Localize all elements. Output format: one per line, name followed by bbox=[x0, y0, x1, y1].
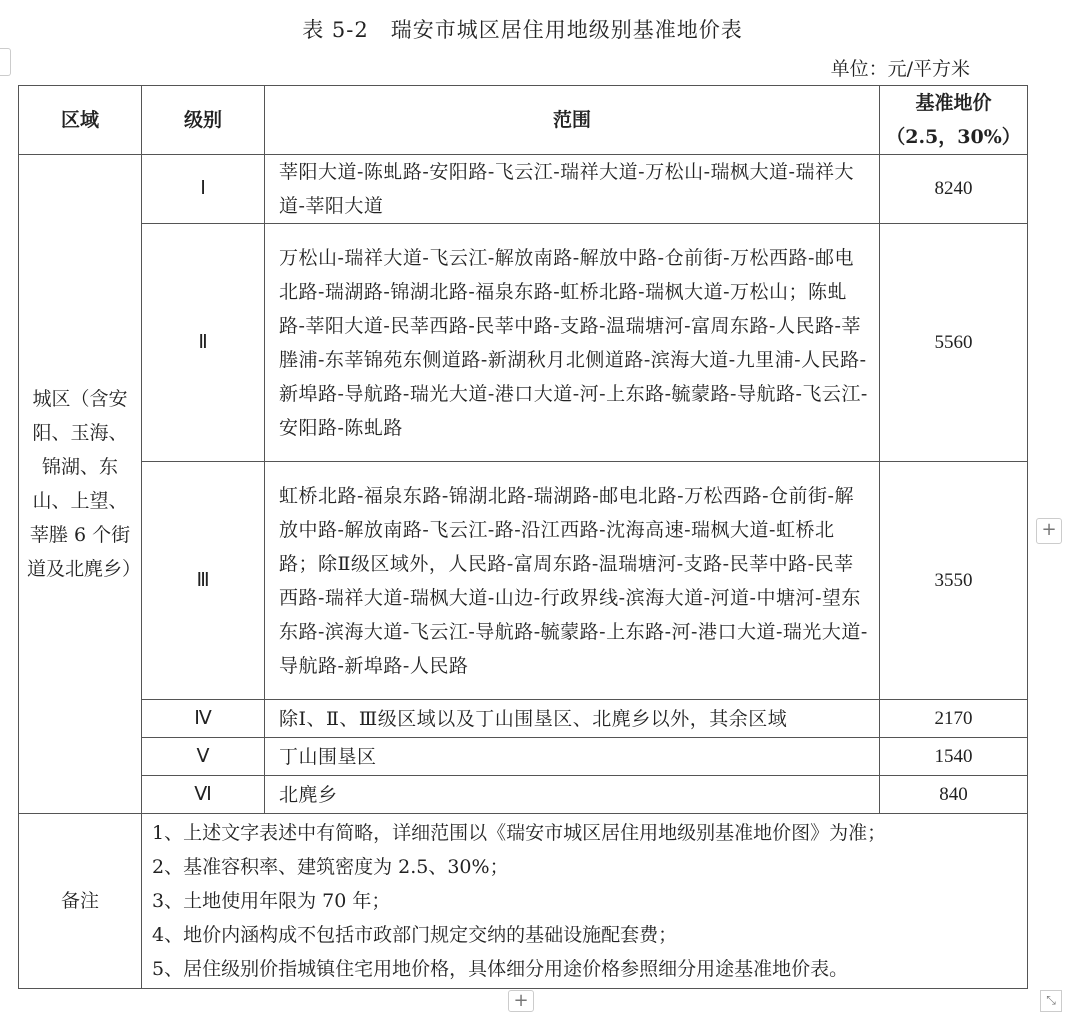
unit-label: 单位：元/平方米 bbox=[830, 58, 970, 80]
table-row bbox=[19, 700, 1028, 738]
grade-cell: Ⅰ bbox=[142, 155, 265, 224]
header-price bbox=[880, 86, 1028, 155]
price-cell: 2170 bbox=[880, 700, 1028, 738]
grade-cell: Ⅴ bbox=[142, 738, 265, 776]
plus-icon: + bbox=[513, 990, 529, 1011]
table-row bbox=[19, 738, 1028, 776]
table-header-row bbox=[19, 86, 1028, 155]
price-cell: 5560 bbox=[880, 224, 1028, 462]
plus-icon: + bbox=[1041, 519, 1057, 540]
header-price-line1: 基准地价 bbox=[915, 92, 992, 114]
resize-handle[interactable] bbox=[1040, 990, 1062, 1012]
notes-row bbox=[19, 814, 1028, 989]
range-cell: 莘阳大道-陈虬路-安阳路-飞云江-瑞祥大道-万松山-瑞枫大道-瑞祥大道-莘阳大道 bbox=[265, 155, 880, 224]
price-cell: 8240 bbox=[880, 155, 1028, 224]
note-item: 2、基准容积率、建筑密度为 2.5、30%； bbox=[152, 856, 509, 878]
header-area: 区域 bbox=[19, 86, 142, 155]
area-cell: 城区（含安阳、玉海、锦湖、东山、上望、莘塍 6 个街道及北麂乡） bbox=[19, 155, 142, 814]
table-row bbox=[19, 776, 1028, 814]
grade-cell: Ⅲ bbox=[142, 462, 265, 700]
notes-cell bbox=[142, 814, 1028, 989]
note-item: 4、地价内涵构成不包括市政部门规定交纳的基础设施配套费； bbox=[152, 924, 678, 946]
resize-icon: ⤡ bbox=[1046, 993, 1056, 1007]
add-row-button[interactable] bbox=[508, 990, 534, 1012]
price-cell: 840 bbox=[880, 776, 1028, 814]
header-grade: 级别 bbox=[142, 86, 265, 155]
notes-label: 备注 bbox=[19, 814, 142, 989]
range-cell: 除Ⅰ、Ⅱ、Ⅲ级区域以及丁山围垦区、北麂乡以外，其余区域 bbox=[265, 700, 880, 738]
header-price-line2: （2.5，30%） bbox=[886, 126, 1021, 148]
price-cell: 3550 bbox=[880, 462, 1028, 700]
grade-cell: Ⅱ bbox=[142, 224, 265, 462]
grade-cell: Ⅳ bbox=[142, 700, 265, 738]
note-item: 3、土地使用年限为 70 年； bbox=[152, 890, 391, 912]
header-range: 范围 bbox=[265, 86, 880, 155]
table-title: 表 5-2 瑞安市城区居住用地级别基准地价表 bbox=[302, 18, 743, 42]
table-row bbox=[19, 462, 1028, 700]
left-edge-handle[interactable] bbox=[0, 48, 11, 76]
price-cell: 1540 bbox=[880, 738, 1028, 776]
range-cell: 万松山-瑞祥大道-飞云江-解放南路-解放中路-仓前街-万松西路-邮电北路-瑞湖路-锦湖北路-福泉东路-虹桥北路-瑞枫大道-万松山；陈虬路-莘阳大道-民莘西路-民莘中路-支路-温瑞塘河-富周东路-人民路-莘塍浦-东莘锦苑东侧道路-新湖秋月北侧道路-滨海大道-九里浦-人民路-新埠路-导航路-瑞光大道-港口大道-河-上东路-毓蒙路-导航路-飞云江-安阳路-陈虬路 bbox=[265, 224, 880, 462]
land-price-table bbox=[18, 85, 1028, 989]
note-item: 1、上述文字表述中有简略，详细范围以《瑞安市城区居住用地级别基准地价图》为准； bbox=[152, 822, 887, 844]
range-cell: 北麂乡 bbox=[265, 776, 880, 814]
table-row bbox=[19, 224, 1028, 462]
note-item: 5、居住级别价指城镇住宅用地价格，具体细分用途价格参照细分用途基准地价表。 bbox=[152, 958, 849, 980]
table-row bbox=[19, 155, 1028, 224]
range-cell: 丁山围垦区 bbox=[265, 738, 880, 776]
grade-cell: Ⅵ bbox=[142, 776, 265, 814]
range-cell: 虹桥北路-福泉东路-锦湖北路-瑞湖路-邮电北路-万松西路-仓前街-解放中路-解放南路-飞云江-路-沿江西路-沈海高速-瑞枫大道-虹桥北路；除Ⅱ级区域外，人民路-富周东路-温瑞塘河-支路-民莘中路-民莘西路-瑞祥大道-瑞枫大道-山边-行政界线-滨海大道-河道-中塘河-望东东路-滨海大道-飞云江-导航路-毓蒙路-上东路-河-港口大道-瑞光大道-导航路-新埠路-人民路 bbox=[265, 462, 880, 700]
add-column-button[interactable] bbox=[1036, 518, 1062, 544]
